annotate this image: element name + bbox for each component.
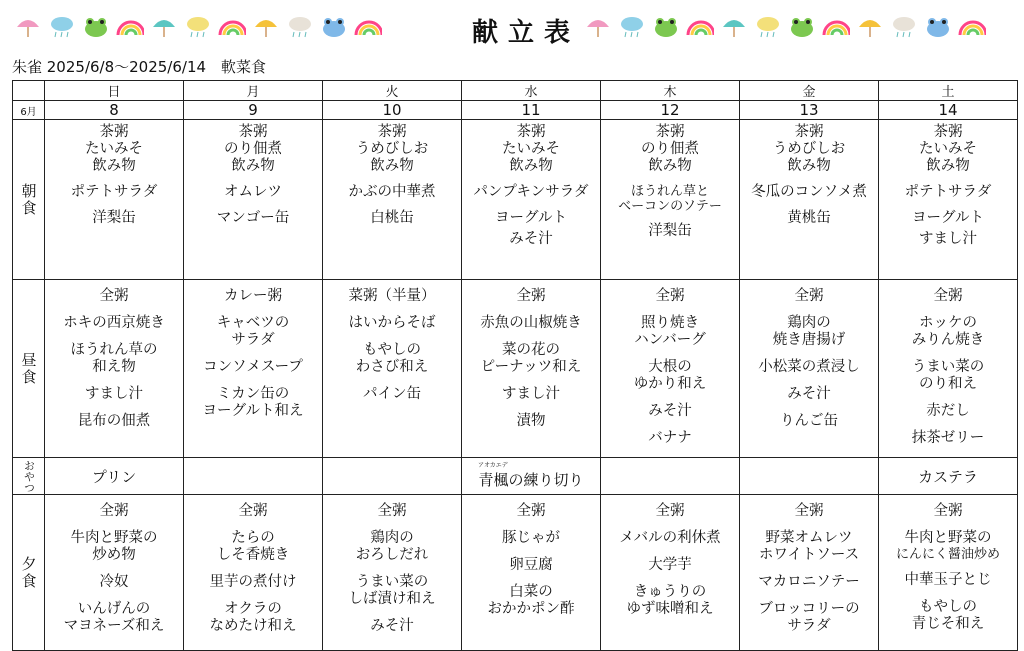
header-decoration-right: [584, 12, 986, 42]
menu-item: 飲み物: [92, 158, 136, 174]
menu-item-line: 全粥: [794, 288, 824, 304]
date-row: [13, 101, 1018, 120]
menu-item-line: 卵豆腐: [509, 557, 553, 573]
menu-item: 飲み物: [509, 158, 553, 174]
menu-item-line: おかかポン酢: [487, 601, 575, 617]
menu-item-line: キャベツの: [216, 315, 290, 331]
menu-item: [656, 503, 685, 520]
menu-item: のり佃煮: [641, 141, 699, 157]
menu-item-line: ヨーグルト和え: [202, 403, 304, 419]
snack-cell: [462, 458, 601, 495]
menu-item-line: わさび和え: [355, 359, 429, 375]
menu-item-line: 全粥: [516, 288, 546, 304]
frog-icon: [924, 14, 952, 40]
menu-item-line: ゆかり和え: [633, 376, 707, 392]
frog-icon: [82, 14, 110, 40]
menu-item-line: 全粥: [655, 503, 685, 519]
menu-item-line: うまい菜の: [355, 574, 429, 590]
menu-item: [648, 403, 692, 420]
umbrella-icon: [856, 14, 884, 40]
menu-item: [912, 430, 985, 447]
day-of-week-cell: 水: [462, 81, 601, 101]
menu-item: 黄桃缶: [787, 210, 831, 226]
menu-item: ほうれん草と: [630, 184, 709, 199]
date-cell: 13: [740, 101, 879, 120]
menu-item-line: すまし汁: [502, 386, 560, 402]
menu-item-line: 漬物: [516, 413, 546, 429]
menu-item-line: ホキの西京焼き: [63, 315, 165, 331]
snack-cell: [879, 458, 1018, 495]
menu-item: ベーコンのソテー: [618, 199, 722, 214]
menu-item-line: たらの: [231, 530, 275, 546]
menu-item: [363, 386, 421, 403]
menu-item: うめびしお: [772, 141, 846, 157]
menu-item: ポテトサラダ: [70, 184, 158, 200]
menu-item: 茶粥: [794, 124, 824, 140]
menu-item-line: のり和え: [919, 376, 977, 392]
breakfast-cell: [601, 120, 740, 280]
lunch-cell: [740, 280, 879, 458]
menu-item: [502, 530, 560, 547]
menu-item: [517, 288, 546, 305]
dinner-cell: [601, 495, 740, 651]
menu-item-line: 昆布の佃煮: [77, 413, 151, 429]
lunch-cell: [601, 280, 740, 458]
menu-item: 茶粥: [933, 124, 963, 140]
menu-item-line: ゆず味噌和え: [626, 601, 714, 617]
date-cell: 10: [323, 101, 462, 120]
menu-item: [773, 315, 846, 349]
menu-item: 飲み物: [370, 158, 414, 174]
snack-cell: [323, 458, 462, 495]
menu-item: [349, 574, 436, 608]
menu-item-line: おろしだれ: [355, 547, 429, 563]
menu-item: [619, 530, 720, 547]
menu-item: ヨーグルト: [494, 210, 568, 226]
lunch-cell: [45, 280, 184, 458]
menu-item: [758, 574, 860, 591]
menu-item-line: カレー粥: [224, 288, 282, 304]
umbrella-icon: [14, 14, 42, 40]
menu-item-line: みそ汁: [648, 403, 692, 419]
snack-cell: [184, 458, 323, 495]
snack-cell: [740, 458, 879, 495]
dinner-cell: [323, 495, 462, 651]
menu-item-line: 全粥: [238, 503, 268, 519]
menu-item: 飲み物: [231, 158, 275, 174]
menu-item: すまし汁: [919, 231, 977, 247]
menu-item-line: 全粥: [99, 503, 129, 519]
menu-item: [78, 413, 151, 430]
menu-item-line: 冷奴: [99, 574, 129, 590]
menu-item: [648, 557, 692, 574]
dinner-label: 夕食: [19, 555, 38, 590]
dinner-cell: [45, 495, 184, 651]
menu-item-line: マヨネーズ和え: [63, 618, 165, 634]
menu-item: [356, 342, 429, 376]
menu-item-line: 野菜オムレツ: [765, 530, 853, 546]
menu-item: [912, 315, 985, 349]
date-cell: 8: [45, 101, 184, 120]
menu-item: みそ汁: [509, 231, 553, 247]
menu-item-line: 中華玉子とじ: [904, 572, 992, 588]
lunch-cell: [323, 280, 462, 458]
menu-item: [648, 430, 692, 447]
menu-item-line: ミカン缶の: [216, 386, 290, 402]
menu-item-line: バナナ: [648, 430, 692, 446]
menu-item: ポテトサラダ: [904, 184, 992, 200]
menu-item-line: 照り焼き: [641, 315, 699, 331]
menu-item: [912, 359, 985, 393]
umbrella-icon: [720, 14, 748, 40]
menu-item: たいみそ: [85, 141, 143, 157]
menu-item: [627, 584, 714, 618]
rain-cloud-icon: [754, 14, 782, 40]
rainbow-icon: [958, 14, 986, 40]
menu-item: [488, 584, 575, 618]
menu-table: [12, 80, 1018, 651]
menu-item: 茶粥: [516, 124, 546, 140]
menu-item: [100, 574, 129, 591]
dinner-cell: [740, 495, 879, 651]
menu-item: [85, 386, 143, 403]
menu-item-line: みそ汁: [370, 618, 414, 634]
snack-cell: [601, 458, 740, 495]
menu-item-line: 白菜の: [509, 584, 553, 600]
header-decoration-left: [14, 12, 382, 42]
day-of-week-row: [13, 81, 1018, 101]
menu-item-line: コンソメスープ: [203, 359, 303, 375]
menu-item-line: 豚じゃが: [502, 530, 560, 546]
month-label: 6月: [13, 101, 45, 120]
menu-item-line: ブロッコリーの: [758, 601, 860, 617]
menu-item-line: 菜の花の: [501, 342, 560, 358]
menu-item: [517, 503, 546, 520]
snack-ruby: アオカエデ: [478, 461, 508, 469]
menu-item-line: 全粥: [99, 288, 129, 304]
umbrella-icon: [584, 14, 612, 40]
lunch-cell: [184, 280, 323, 458]
corner-cell: [13, 81, 45, 101]
menu-item-line: 焼き唐揚げ: [772, 332, 846, 348]
menu-item: [202, 386, 303, 420]
frog-icon: [652, 14, 680, 40]
snack-item: プリン: [91, 467, 137, 486]
lunch-row: [13, 280, 1018, 458]
snack-item: 青楓の練り切り: [478, 470, 584, 489]
rain-cloud-icon: [48, 14, 76, 40]
umbrella-icon: [252, 14, 280, 40]
menu-item-line: パイン缶: [363, 386, 421, 402]
menu-item: たいみそ: [502, 141, 560, 157]
menu-item-line: 全粥: [655, 288, 685, 304]
breakfast-cell: [462, 120, 601, 280]
menu-item: [656, 288, 685, 305]
menu-item-line: 牛肉と野菜の: [904, 530, 992, 546]
menu-item: 茶粥: [238, 124, 268, 140]
menu-item-line: 全粥: [377, 503, 407, 519]
breakfast-cell: [740, 120, 879, 280]
menu-item-line: 牛肉と野菜の: [70, 530, 158, 546]
day-of-week-cell: 月: [184, 81, 323, 101]
menu-item-line: 全粥: [933, 288, 963, 304]
menu-item-line: はいからそば: [348, 315, 436, 331]
menu-item: 洋梨缶: [648, 223, 692, 239]
menu-item: オムレツ: [224, 184, 282, 200]
menu-item-line: 青じそ和え: [911, 616, 985, 632]
menu-item: [480, 315, 582, 332]
menu-item-line: 和え物: [92, 359, 136, 375]
snack-label-cell: [13, 458, 45, 495]
menu-item-line: 全粥: [933, 503, 963, 519]
menu-item: のり佃煮: [224, 141, 282, 157]
dinner-row: [13, 495, 1018, 651]
menu-item: [370, 618, 414, 635]
menu-item: [210, 601, 297, 635]
menu-item-line: サラダ: [787, 618, 831, 634]
menu-item-line: 赤魚の山椒焼き: [480, 315, 582, 331]
menu-item-line: オクラの: [224, 601, 282, 617]
day-of-week-cell: 日: [45, 81, 184, 101]
menu-item: [896, 530, 1000, 562]
menu-item: [217, 530, 290, 564]
breakfast-cell: [879, 120, 1018, 280]
day-of-week-cell: 木: [601, 81, 740, 101]
day-of-week-cell: 火: [323, 81, 462, 101]
date-cell: 14: [879, 101, 1018, 120]
menu-item: [356, 530, 429, 564]
menu-item: 茶粥: [99, 124, 129, 140]
menu-item-line: しそ香焼き: [216, 547, 290, 563]
menu-item: [795, 288, 824, 305]
menu-item-line: ハンバーグ: [634, 332, 706, 348]
menu-item: かぶの中華煮: [348, 184, 436, 200]
lunch-label-cell: [13, 280, 45, 458]
day-of-week-cell: 土: [879, 81, 1018, 101]
menu-item: [905, 572, 992, 589]
rainbow-icon: [354, 14, 382, 40]
date-cell: 12: [601, 101, 740, 120]
menu-item: [634, 315, 706, 349]
menu-subtitle: 朱雀 2025/6/8～2025/6/14 軟菜食: [12, 58, 267, 76]
rainbow-icon: [116, 14, 144, 40]
menu-item-line: 鶏肉の: [370, 530, 414, 546]
menu-item-line: みりん焼き: [911, 332, 985, 348]
breakfast-row: [13, 120, 1018, 280]
breakfast-cell: [45, 120, 184, 280]
menu-item-line: 全粥: [516, 503, 546, 519]
frog-icon: [788, 14, 816, 40]
menu-item: [912, 599, 985, 633]
menu-item: 飲み物: [787, 158, 831, 174]
menu-item-line: 里芋の煮付け: [209, 574, 297, 590]
menu-item-line: うまい菜の: [911, 359, 985, 375]
menu-item-line: ホワイトソース: [758, 547, 860, 563]
menu-item: [349, 288, 436, 305]
menu-item: うめびしお: [355, 141, 429, 157]
menu-item: [378, 503, 407, 520]
lunch-cell: [462, 280, 601, 458]
menu-item: [100, 503, 129, 520]
menu-item: [239, 503, 268, 520]
menu-item: [481, 342, 582, 376]
menu-item: [203, 359, 303, 376]
menu-item-line: 全粥: [794, 503, 824, 519]
menu-item: [795, 503, 824, 520]
menu-item-line: 菜粥（半量）: [348, 288, 436, 304]
menu-item: [787, 386, 831, 403]
menu-item: [64, 601, 165, 635]
menu-item-line: すまし汁: [85, 386, 143, 402]
menu-item-line: なめたけ和え: [209, 618, 297, 634]
snack-item: カステラ: [918, 467, 978, 486]
rainbow-icon: [218, 14, 246, 40]
menu-item-line: もやしの: [919, 599, 977, 615]
menu-item: [509, 557, 553, 574]
breakfast-label: 朝食: [19, 182, 38, 217]
rain-cloud-icon: [618, 14, 646, 40]
menu-item: [71, 342, 158, 376]
menu-item: [502, 386, 560, 403]
menu-item-line: りんご缶: [780, 413, 838, 429]
menu-item: ヨーグルト: [911, 210, 985, 226]
menu-item-line: しば漬け和え: [348, 591, 436, 607]
date-cell: 9: [184, 101, 323, 120]
lunch-label: 昼食: [19, 351, 38, 386]
menu-item: 茶粥: [377, 124, 407, 140]
menu-item-line: 大学芋: [648, 557, 692, 573]
rain-cloud-icon: [286, 14, 314, 40]
menu-item-line: きゅうりの: [633, 584, 707, 600]
snack-label: おやつ: [22, 459, 36, 493]
menu-item-line: ホッケの: [919, 315, 977, 331]
dinner-cell: [462, 495, 601, 651]
page-title: 献立表: [471, 18, 580, 48]
menu-item: 冬瓜のコンソメ煮: [751, 184, 867, 200]
menu-item: [210, 574, 297, 591]
rain-cloud-icon: [890, 14, 918, 40]
menu-item: 飲み物: [648, 158, 692, 174]
menu-item: たいみそ: [919, 141, 977, 157]
breakfast-cell: [184, 120, 323, 280]
menu-item-line: 炒め物: [92, 547, 136, 563]
menu-item: [934, 288, 963, 305]
menu-item-line: にんにく醤油炒め: [895, 547, 1000, 562]
menu-item-line: メバルの利休煮: [619, 530, 721, 546]
rainbow-icon: [686, 14, 714, 40]
menu-item: マンゴー缶: [216, 210, 290, 226]
dinner-cell: [879, 495, 1018, 651]
menu-item: 茶粥: [655, 124, 685, 140]
menu-item: [758, 359, 860, 376]
menu-item: [758, 601, 859, 635]
menu-item-line: 大根の: [648, 359, 692, 375]
menu-item-line: 抹茶ゼリー: [911, 430, 985, 446]
menu-item-line: 赤だし: [926, 403, 970, 419]
menu-item: [759, 530, 859, 564]
breakfast-cell: [323, 120, 462, 280]
dinner-cell: [184, 495, 323, 651]
lunch-cell: [879, 280, 1018, 458]
menu-item-line: みそ汁: [787, 386, 831, 402]
menu-item: [780, 413, 838, 430]
menu-item-line: サラダ: [231, 332, 275, 348]
menu-item: [71, 530, 158, 564]
menu-item: [926, 403, 970, 420]
menu-item: [100, 288, 129, 305]
menu-item: [634, 359, 707, 393]
snack-cell: [45, 458, 184, 495]
menu-item-line: ほうれん草の: [70, 342, 158, 358]
menu-item: [224, 288, 282, 305]
menu-item-line: ピーナッツ和え: [480, 359, 582, 375]
snack-row: [13, 458, 1018, 495]
menu-item: 洋梨缶: [92, 210, 136, 226]
menu-item: [217, 315, 290, 349]
menu-item: [63, 315, 165, 332]
breakfast-label-cell: [13, 120, 45, 280]
dinner-label-cell: [13, 495, 45, 651]
umbrella-icon: [150, 14, 178, 40]
date-cell: 11: [462, 101, 601, 120]
menu-item-line: マカロニソテー: [758, 574, 860, 590]
rainbow-icon: [822, 14, 850, 40]
menu-item-line: 鶏肉の: [787, 315, 831, 331]
menu-item-line: もやしの: [363, 342, 421, 358]
menu-item: [934, 503, 963, 520]
menu-item: [517, 413, 546, 430]
menu-item: 白桃缶: [370, 210, 414, 226]
day-of-week-cell: 金: [740, 81, 879, 101]
menu-item: [349, 315, 436, 332]
menu-item-line: いんげんの: [77, 601, 151, 617]
menu-item: 飲み物: [926, 158, 970, 174]
rain-cloud-icon: [184, 14, 212, 40]
menu-item-line: 小松菜の煮浸し: [758, 359, 860, 375]
frog-icon: [320, 14, 348, 40]
menu-item: パンプキンサラダ: [473, 184, 589, 200]
